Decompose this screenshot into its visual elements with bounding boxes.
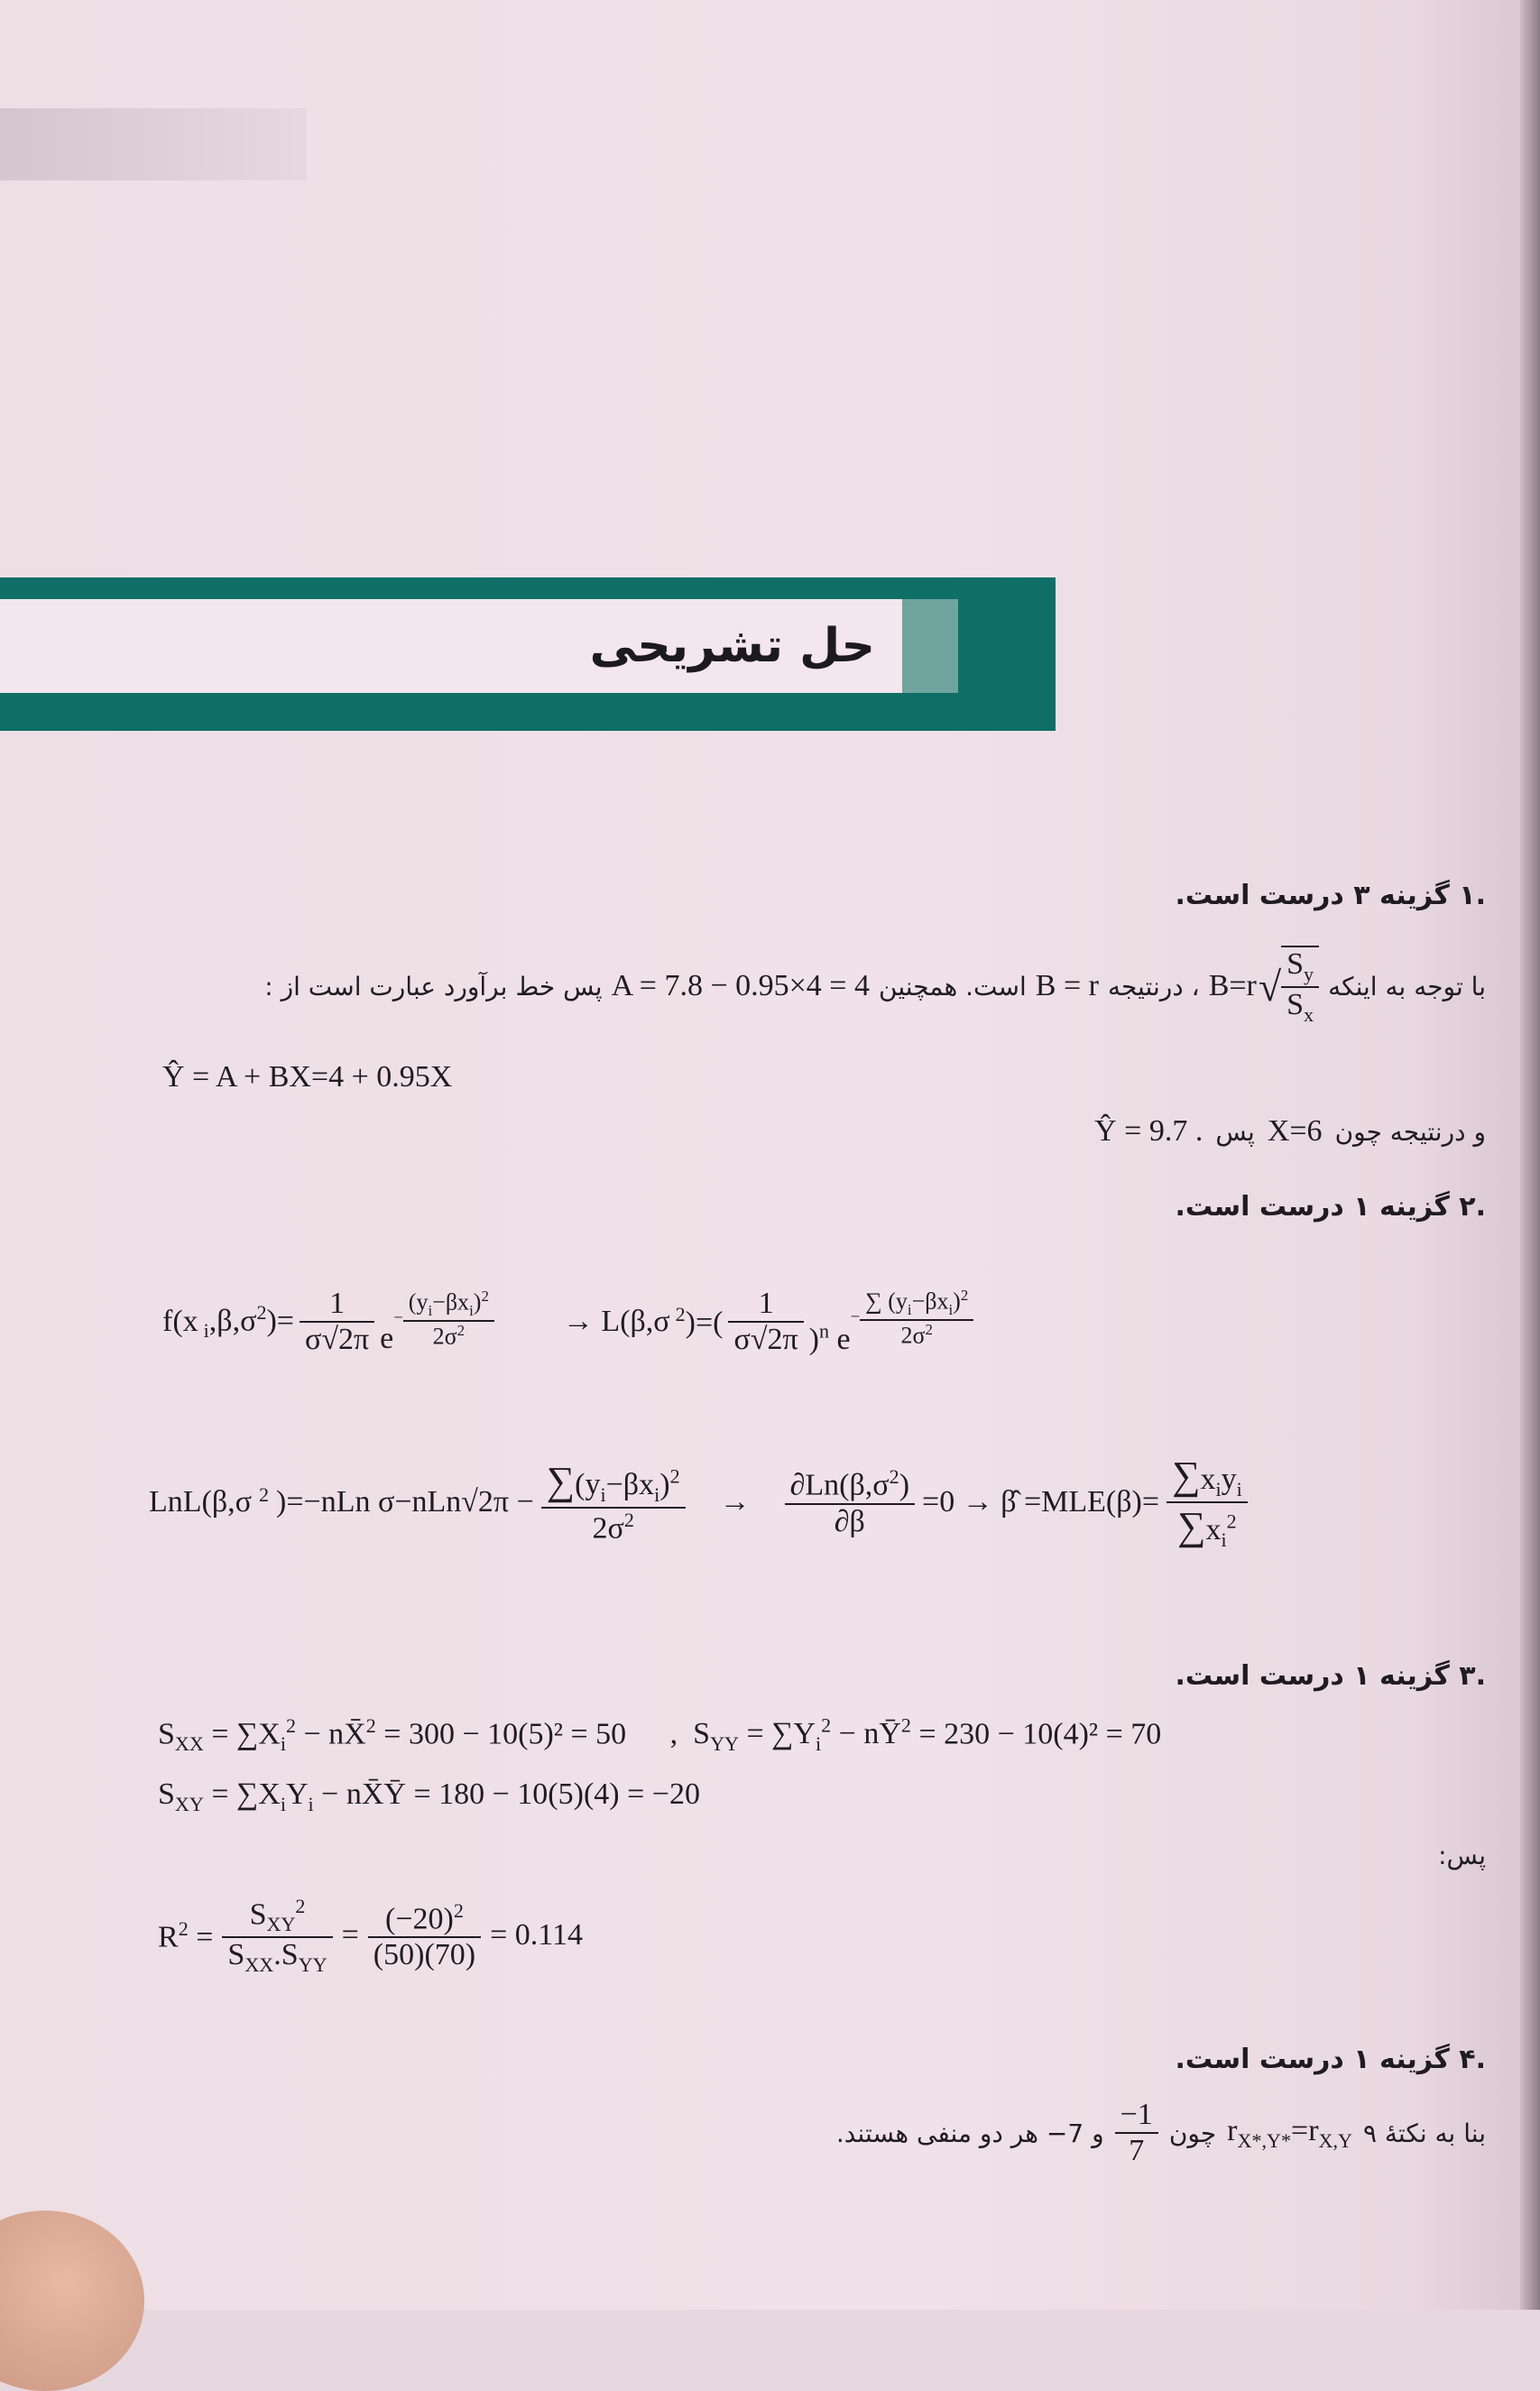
q4-correlation: $r_{X*,Y*}=r_{X,Y}$ [1227,2113,1352,2152]
q2-math: =0 → β̂ =MLE(β)= [922,1485,1160,1519]
q2-equation-1: f(x $_i,\beta,\sigma^2)=$ $\frac{1}{\sigma√2\pi}$ $e^{- \frac{(y_i-\beta x_i)^2}{2\sigma^2}}$ → L(β,σ $^2$)=( $\frac{1}{\sigma√2\pi}$ )$^n$ $e^{- \frac{\sum (y_i-\beta x_i)^2}{2\sigma^2}}$ [162,1241,1335,1403]
q4-line [836,2098,1486,2168]
q3-math: = 0.114 [490,1918,584,1952]
q4-text: بنا به نکتهٔ ۹ [1362,2118,1486,2148]
q1-math: B=r [1208,969,1257,1002]
q1-text: با توجه به اینکه [1328,971,1486,1002]
banner-bottom-band [0,697,1056,731]
bleed-through-shadow [0,108,307,180]
q1-text: پس خط برآورد عبارت است از : [264,971,603,1002]
q1-b-formula [1209,946,1319,1027]
section-banner [0,577,1056,731]
q1-math: B = r [1035,969,1099,1002]
q4-frac-num: −1 [1115,2098,1158,2134]
q2-math: f(x [162,1305,198,1338]
q4-math: r [1227,2113,1238,2147]
q4-fraction [1115,2098,1158,2168]
book-spine [1520,0,1540,2310]
q2-heading: .۲ گزینه ۱ درست است. [1175,1191,1486,1223]
q3-math: = 180 − 10(5)(4) = −20 [413,1777,700,1811]
section-title: حل تشریحی [589,619,875,673]
q2-math: → L(β,σ [562,1305,670,1338]
q3-r-squared: $R^2$ = $\frac{S_{XY}^2}{S_{XX}.S_{YY}}$ = $\frac{(-20)^2}{(50)(70)}$ = 0.114 [158,1895,584,1976]
q1-text: ، درنتیجه [1107,971,1200,1002]
q3-then: پس: [1438,1841,1486,1870]
q1-math: Ŷ = 9.7 . [1094,1114,1203,1148]
q1-text: است. همچنین [879,971,1027,1002]
arrow-icon: → [719,1485,751,1519]
sqrt-icon: √ [1258,963,1282,1010]
q3-sxx-syy: $S_{XX} = \sum X_i^2$ − nX̄$^2$ = 300 − 10(5)² = 50 , $S_{YY} = \sum Y_i^2$ − $nȲ^2 = 230 - 10(4)^2 = 70$ [158,1714,1162,1756]
q1-math: A = 7.8 − 0.95×4 = 4 [611,969,870,1002]
q2-math: LnL(β,σ [149,1485,252,1519]
q4-frac-den: 7 [1129,2134,1145,2167]
sy-over-sx: $\frac{S_y}{S_x}$ [1281,946,1319,1027]
q3-math: = 300 − 10(5)² = 50 [383,1717,627,1751]
q1-line1 [133,937,1486,1036]
q4-heading: .۴ گزینه ۱ درست است. [1175,2044,1486,2075]
q1-text: و درنتیجه چون [1334,1116,1486,1147]
q4-text: و 7− هر دو منفی هستند. [835,2118,1104,2148]
q4-text: چون [1168,2118,1217,2148]
q2-equation-2: LnL(β,σ $^2$ )=−nLn σ−nLn√2π − $\frac{\sum(y_i-\beta x_i)^2}{2\sigma^2}$ → $\frac{\partial Ln(\beta,\sigma^2)}{\partial\beta}$ =0 → β̂ =MLE(β)= $\frac{\sum x_iy_i}{\sum x_i^2}$ [149,1403,1502,1602]
q1-heading: .۱ گزینه ۳ درست است. [1175,880,1486,911]
banner-accent-square [902,599,958,693]
q3-sxy: $S_{XY} = \sum X_iY_i$ − nX̄Ȳ = 180 − 10(5)(4) = −20 [158,1777,700,1815]
q1-regression-line: Ŷ = A + BX=4 + 0.95X [162,1060,453,1094]
q3-heading: .۳ گزینه ۱ درست است. [1175,1660,1486,1692]
q1-line3 [1094,1114,1486,1149]
q2-math: )=−nLn σ−nLn√2π − [276,1485,534,1519]
q1-text: پس [1215,1116,1255,1147]
q3-math: = 230 − 10(4)² = 70 [918,1717,1162,1751]
q1-math: X=6 [1267,1114,1323,1148]
q3-math: S [158,1717,175,1751]
